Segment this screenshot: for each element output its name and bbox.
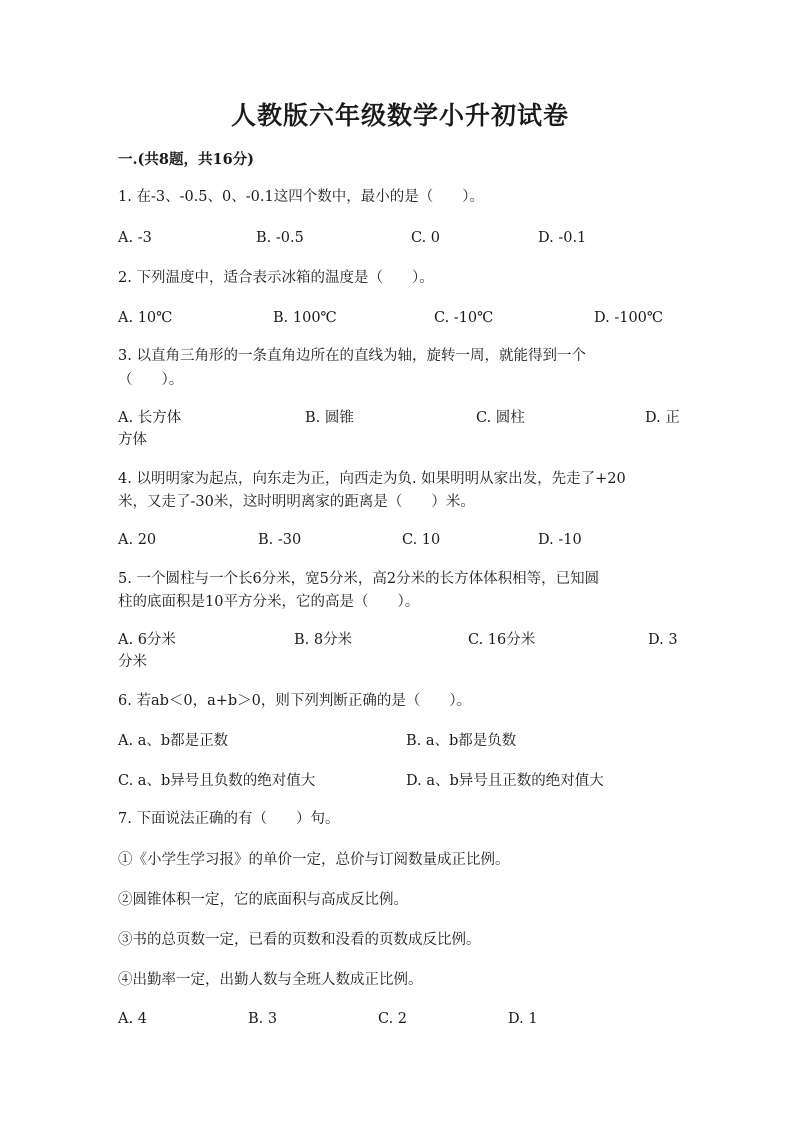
question-6-option-a: A. a、b都是正数 (118, 733, 229, 749)
question-5-stem-line-1: 5. 一个圆柱与一个长6分米，宽5分米，高2分米的长方体体积相等，已知圆 (118, 571, 600, 587)
question-5-option-b: B. 8分米 (294, 632, 353, 648)
section-heading: 一.(共8题，共16分) (118, 151, 255, 168)
question-1-option-b: B. -0.5 (256, 230, 304, 246)
question-7-statement-4: ④出勤率一定，出勤人数与全班人数成正比例。 (118, 972, 423, 988)
question-1-option-c: C. 0 (411, 230, 441, 246)
question-2-option-c: C. -10℃ (434, 310, 494, 326)
question-6-option-c: C. a、b异号且负数的绝对值大 (118, 773, 316, 789)
question-3-option-d: D. 正 (645, 410, 680, 426)
question-7-stem: 7. 下面说法正确的有（ ）句。 (118, 811, 340, 827)
question-5-option-a: A. 6分米 (118, 632, 176, 648)
question-2-option-b: B. 100℃ (273, 310, 337, 326)
question-3-option-b: B. 圆锥 (305, 410, 354, 426)
question-1-option-d: D. -0.1 (538, 230, 587, 246)
question-4-option-b: B. -30 (258, 532, 302, 548)
question-7-option-c: C. 2 (378, 1011, 408, 1027)
page-title: 人教版六年级数学小升初试卷 (230, 101, 569, 130)
question-4-stem-line-2: 米，又走了-30米，这时明明离家的距离是（ ）米。 (118, 494, 475, 510)
question-3-stem-line-1: 3. 以直角三角形的一条直角边所在的直线为轴，旋转一周，就能得到一个 (118, 348, 586, 364)
question-6-stem: 6. 若ab＜0，a+b＞0，则下列判断正确的是（ ）。 (118, 693, 472, 709)
question-7-option-d: D. 1 (508, 1011, 538, 1027)
question-3-option-c: C. 圆柱 (476, 410, 525, 426)
question-3-option-a: A. 长方体 (118, 410, 182, 426)
question-2-stem: 2. 下列温度中，适合表示冰箱的温度是（ ）。 (118, 270, 434, 286)
question-5-option-c: C. 16分米 (468, 632, 536, 648)
question-6-option-d: D. a、b异号且正数的绝对值大 (406, 773, 604, 789)
question-5-option-d: D. 3 (648, 632, 678, 648)
question-1-option-a: A. -3 (118, 230, 152, 246)
question-1-stem: 1. 在-3、-0.5、0、-0.1这四个数中，最小的是（ ）。 (118, 189, 484, 205)
question-7-statement-3: ③书的总页数一定，已看的页数和没看的页数成反比例。 (118, 932, 481, 948)
question-2-option-d: D. -100℃ (594, 310, 664, 326)
question-7-statement-1: ①《小学生学习报》的单价一定，总价与订阅数量成正比例。 (118, 852, 510, 868)
question-5-option-d-continued: 分米 (118, 654, 147, 670)
question-2-option-a: A. 10℃ (118, 310, 173, 326)
question-3-option-d-continued: 方体 (118, 432, 147, 448)
question-4-option-d: D. -10 (538, 532, 582, 548)
question-7-option-a: A. 4 (118, 1011, 147, 1027)
question-4-stem-line-1: 4. 以明明家为起点，向东走为正，向西走为负. 如果明明从家出发，先走了+20 (118, 471, 626, 487)
question-4-option-c: C. 10 (402, 532, 441, 548)
question-3-stem-line-2: （ ）。 (118, 372, 184, 388)
question-7-statement-2: ②圆锥体积一定，它的底面积与高成反比例。 (118, 892, 408, 908)
question-4-option-a: A. 20 (118, 532, 157, 548)
question-5-stem-line-2: 柱的底面积是10平方分米，它的高是（ ）。 (118, 594, 420, 610)
question-7-option-b: B. 3 (248, 1011, 278, 1027)
question-6-option-b: B. a、b都是负数 (406, 733, 517, 749)
